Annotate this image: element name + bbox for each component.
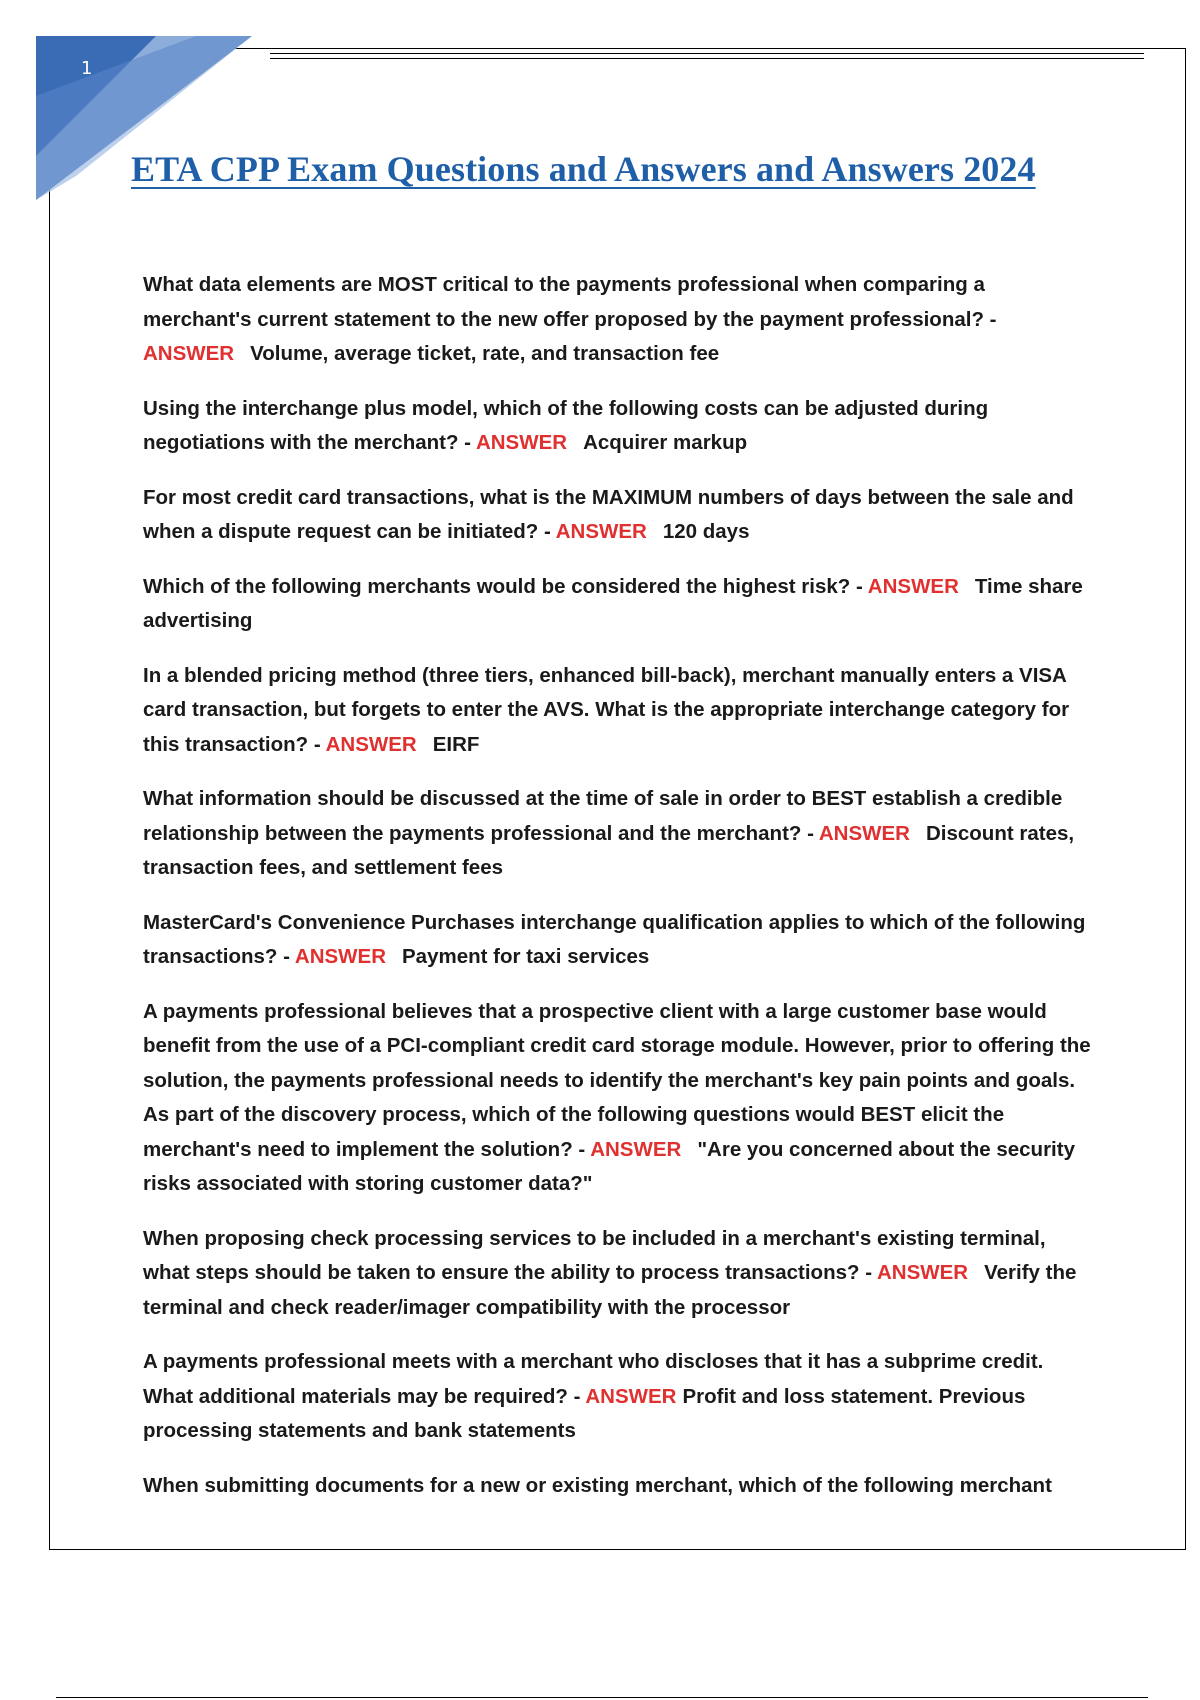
- answer-label: ANSWER: [294, 945, 386, 968]
- answer-text: Volume, average ticket, rate, and transaction fee: [250, 342, 720, 365]
- answer-text: 120 days: [662, 520, 750, 543]
- answer-label: ANSWER: [585, 1384, 677, 1408]
- answer-label: ANSWER: [590, 1137, 682, 1161]
- question-text: MasterCard's Convenience Purchases interchange qualification applies to which of the following transactions? -: [143, 910, 1086, 968]
- footer-rule: [56, 1697, 1148, 1698]
- question-text: When proposing check processing services to be included in a merchant's existing terminal, what steps should be taken to ensure the ability to process transactions? -: [143, 1226, 1046, 1284]
- qa-item: [143, 1345, 1093, 1449]
- answer-label: ANSWER: [475, 431, 568, 454]
- header-rule: [270, 53, 1144, 54]
- answer-text: "Are you concerned about the security risks associated with storing customer data?": [143, 1137, 1075, 1195]
- answer-label: ANSWER: [143, 342, 235, 365]
- question-text: A payments professional believes that a prospective client with a large customer base would benefit from the use of a PCI-compliant credit card storage module. However, prior to offering the solution, the payments professional needs to identify the merchant's key pain points and goals. As part of the discovery process, which of the following questions would BEST elicit the merchant's need to implement the solution? -: [143, 999, 1091, 1161]
- question-text: A payments professional meets with a merchant who discloses that it has a subprime credit. What additional materials may be required? -: [143, 1350, 1044, 1408]
- page-number: 1: [81, 58, 93, 79]
- answer-text: Acquirer markup: [583, 431, 748, 454]
- qa-item: [143, 906, 1093, 975]
- question-text: What data elements are MOST critical to the payments professional when comparing a merchant's current statement to the new offer proposed by the payment professional? -: [143, 273, 997, 331]
- answer-label: ANSWER: [818, 821, 910, 845]
- answer-text: Discount rates, transaction fees, and settlement fees: [143, 821, 1075, 879]
- qa-item: [143, 570, 1093, 639]
- answer-label: ANSWER: [555, 520, 647, 543]
- question-text: For most credit card transactions, what is the MAXIMUM numbers of days between the sale and when a dispute request can be initiated? -: [143, 485, 1074, 543]
- question-text: In a blended pricing method (three tiers, enhanced bill-back), merchant manually enters a VISA card transaction, but forgets to enter the AVS. What is the appropriate interchange category for this transaction? -: [143, 663, 1070, 756]
- answer-text: EIRF: [432, 732, 480, 756]
- question-text: What information should be discussed at the time of sale in order to BEST establish a credible relationship between the payments professional and the merchant? -: [143, 787, 1063, 845]
- qa-item: [143, 392, 1093, 461]
- qa-item: [143, 782, 1093, 886]
- answer-text: Time share advertising: [143, 574, 1083, 632]
- answer-label: ANSWER: [325, 732, 417, 756]
- document-title: ETA CPP Exam Questions and Answers and Answers 2024: [131, 149, 1036, 189]
- answer-label: ANSWER: [867, 574, 959, 598]
- answer-label: ANSWER: [876, 1261, 969, 1284]
- trailing-question: When submitting documents for a new or existing merchant, which of the following merchant: [143, 1473, 1052, 1497]
- qa-list: [143, 268, 1093, 1523]
- answer-text: Profit and loss statement. Previous processing statements and bank statements: [143, 1384, 1026, 1442]
- question-text: Using the interchange plus model, which of the following costs can be adjusted during negotiations with the merchant? -: [143, 396, 989, 454]
- answer-text: Payment for taxi services: [402, 945, 650, 968]
- qa-item: [143, 481, 1093, 550]
- question-text: Which of the following merchants would be considered the highest risk? -: [143, 574, 863, 598]
- qa-item: [143, 268, 1093, 372]
- qa-item: [143, 659, 1093, 763]
- qa-item: [143, 995, 1093, 1202]
- header-rule-thin: [270, 58, 1144, 59]
- qa-item: [143, 1222, 1093, 1326]
- answer-text: Verify the terminal and check reader/imager compatibility with the processor: [143, 1261, 1077, 1319]
